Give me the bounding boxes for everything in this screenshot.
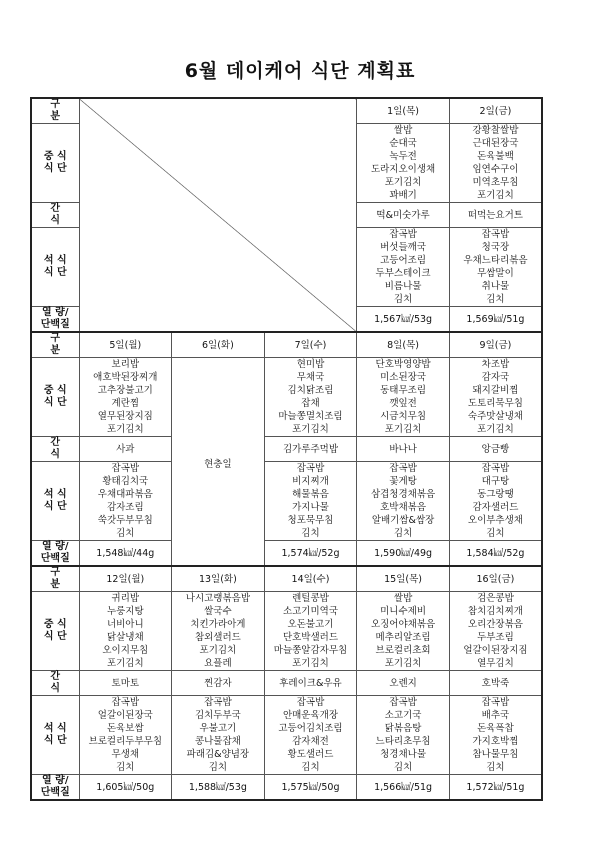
lunch-menu [264, 592, 357, 671]
menu-item: 포기김치 [292, 658, 329, 669]
menu-item: 청경채나물 [380, 749, 427, 760]
row-label-lunch [31, 124, 79, 203]
label-text: 식 [50, 215, 61, 226]
row-snack [31, 671, 542, 696]
label-text: 석 식 [43, 489, 67, 500]
row-label-kcal [31, 307, 79, 333]
menu-item: 가지나물 [292, 502, 329, 513]
menu-item: 깻잎전 [389, 398, 417, 409]
lunch-menu [449, 592, 542, 671]
menu-item: 잡곡밥 [481, 229, 510, 240]
menu-item: 고등어김치조림 [278, 723, 343, 734]
menu-item: 김치닭조림 [287, 385, 334, 396]
label-text: 단백질 [40, 787, 70, 798]
menu-item: 꽃게탕 [389, 476, 417, 487]
menu-item: 버섯들깨국 [380, 242, 427, 253]
menu-item: 알배기쌈&쌈장 [371, 515, 435, 526]
label-text: 식 단 [43, 631, 67, 642]
label-text: 분 [50, 579, 61, 590]
menu-item: 안매운육개장 [282, 710, 339, 721]
menu-item: 고등어조림 [380, 255, 427, 266]
date-header: 2일(금) [449, 98, 542, 124]
label-text: 간 [50, 437, 61, 448]
snack-cell: 떠먹는요거트 [449, 203, 542, 228]
label-text: 분 [50, 345, 61, 356]
menu-item: 렌틸콩밥 [292, 593, 329, 604]
menu-item: 참나물무침 [472, 749, 519, 760]
row-label-dinner [31, 462, 79, 541]
label-text: 식 [50, 449, 61, 460]
row-label-category [31, 566, 79, 592]
menu-item: 우불고기 [199, 723, 237, 734]
menu-item: 계란찜 [111, 398, 140, 409]
menu-item: 잡채 [301, 398, 320, 409]
label-text: 석 식 [43, 255, 67, 266]
row-label-dinner [31, 696, 79, 775]
menu-item: 포기김치 [292, 424, 329, 435]
menu-item: 미역초무침 [472, 177, 519, 188]
menu-item: 김치 [486, 528, 505, 539]
label-text: 중 식 [43, 151, 67, 162]
menu-item: 해물볶음 [292, 489, 329, 500]
dinner-menu [264, 696, 357, 775]
row-label-kcal [31, 541, 79, 567]
menu-item: 포기김치 [477, 190, 514, 201]
row-category [31, 566, 542, 592]
menu-item: 청국장 [481, 242, 510, 253]
menu-item: 김치 [393, 762, 413, 773]
row-label-snack [31, 671, 79, 696]
row-snack [31, 437, 542, 462]
menu-item: 치킨가라아게 [190, 619, 246, 630]
dinner-menu [79, 696, 172, 775]
menu-item: 포기김치 [384, 658, 422, 669]
snack-cell: 사과 [79, 437, 172, 462]
menu-item: 잡곡밥 [111, 697, 140, 708]
kcal-cell: 1,567㎉/53g [357, 307, 450, 333]
snack-cell: 후레이크&우유 [264, 671, 357, 696]
snack-cell: 찐감자 [172, 671, 265, 696]
menu-item: 돈육불백 [477, 151, 514, 162]
menu-item: 누룽지탕 [106, 606, 144, 617]
snack-cell: 오렌지 [357, 671, 450, 696]
date-header: 8일(목) [357, 332, 450, 358]
menu-item: 쌀밥 [393, 593, 413, 604]
row-label-category [31, 332, 79, 358]
menu-item: 느타리초무침 [375, 736, 431, 747]
row-kcal [31, 775, 542, 801]
menu-item: 오이지무침 [102, 645, 149, 656]
menu-item: 닭살냉채 [106, 632, 144, 643]
label-text: 구 [50, 567, 61, 578]
menu-item: 차조밥 [481, 359, 510, 370]
lunch-menu [449, 124, 542, 203]
label-text: 간 [50, 671, 61, 682]
menu-item: 잡곡밥 [296, 463, 325, 474]
menu-item: 검은콩밥 [477, 593, 514, 604]
menu-item: 가지호박찜 [472, 736, 519, 747]
menu-item: 미소된장국 [380, 372, 427, 383]
snack-cell: 토마토 [79, 671, 172, 696]
menu-item: 돈육폭찹 [477, 723, 514, 734]
menu-item: 김치 [301, 528, 320, 539]
menu-item: 잡곡밥 [389, 697, 417, 708]
snack-cell: 앙금빵 [449, 437, 542, 462]
menu-item: 호박채볶음 [380, 502, 427, 513]
dinner-menu [79, 462, 172, 541]
menu-item: 포기김치 [106, 424, 144, 435]
menu-item: 김치 [116, 528, 135, 539]
date-header: 1일(목) [357, 98, 450, 124]
menu-item: 임연수구이 [472, 164, 519, 175]
menu-item: 오이부추생채 [467, 515, 523, 526]
snack-cell: 바나나 [357, 437, 450, 462]
menu-item: 오징어야채볶음 [370, 619, 436, 630]
label-text: 분 [50, 111, 61, 122]
kcal-cell: 1,574㎉/52g [264, 541, 357, 567]
date-header: 6일(화) [172, 332, 265, 358]
menu-item: 김치 [301, 762, 320, 773]
menu-item: 닭볶음탕 [384, 723, 422, 734]
menu-item: 녹두전 [389, 151, 417, 162]
kcal-cell: 1,590㎉/49g [357, 541, 450, 567]
menu-item: 현미밥 [296, 359, 325, 370]
label-text: 식 단 [43, 501, 67, 512]
menu-item: 보리밥 [111, 359, 140, 370]
menu-item: 배추국 [481, 710, 510, 721]
date-header: 14일(수) [264, 566, 357, 592]
menu-item: 잡곡밥 [296, 697, 325, 708]
kcal-cell: 1,575㎉/50g [264, 775, 357, 801]
menu-item: 포기김치 [384, 177, 422, 188]
holiday-cell: 현충일 [172, 358, 265, 567]
menu-item: 우채느타리볶음 [463, 255, 528, 266]
date-header: 12일(월) [79, 566, 172, 592]
date-header: 16일(금) [449, 566, 542, 592]
menu-item: 오돈불고기 [287, 619, 334, 630]
menu-item: 잡곡밥 [389, 463, 417, 474]
dinner-menu [357, 696, 450, 775]
date-header: 5일(월) [79, 332, 172, 358]
row-dinner [31, 462, 542, 541]
label-text: 열 량/ [42, 775, 69, 786]
menu-item: 도라지오이생채 [370, 164, 436, 175]
menu-item: 비름나물 [384, 281, 422, 292]
menu-item: 김치 [393, 294, 413, 305]
menu-item: 소고기미역국 [282, 606, 339, 617]
snack-cell: 떡&미숫가루 [357, 203, 450, 228]
menu-item: 쑥갓두부무침 [97, 515, 153, 526]
menu-item: 고추장불고기 [97, 385, 153, 396]
dinner-menu [449, 696, 542, 775]
menu-item: 파래김&양념장 [186, 749, 250, 760]
menu-item: 숙주맛살냉채 [467, 411, 523, 422]
menu-item: 근대된장국 [472, 138, 519, 149]
kcal-cell: 1,548㎉/44g [79, 541, 172, 567]
menu-item: 무쌈말이 [477, 268, 514, 279]
menu-item: 마늘쫑알감자무침 [273, 645, 348, 656]
menu-item: 순대국 [389, 138, 417, 149]
menu-item: 브로컬리초회 [375, 645, 431, 656]
menu-item: 단호박영양밥 [375, 359, 431, 370]
menu-item: 포기김치 [477, 424, 514, 435]
menu-item: 단호박샐러드 [282, 632, 339, 643]
kcal-cell: 1,605㎉/50g [79, 775, 172, 801]
menu-item: 김치 [393, 528, 413, 539]
label-text: 식 단 [43, 163, 67, 174]
dinner-menu [449, 462, 542, 541]
menu-item: 도토리묵무침 [467, 398, 523, 409]
menu-item: 브로컬리두부무침 [88, 736, 162, 747]
lunch-menu [79, 592, 172, 671]
lunch-menu [357, 592, 450, 671]
menu-item: 참치김치찌개 [467, 606, 523, 617]
menu-item: 마늘쫑멸치조림 [278, 411, 343, 422]
menu-item: 미니수제비 [380, 606, 427, 617]
menu-item: 황태김치국 [102, 476, 149, 487]
dinner-menu [357, 462, 450, 541]
row-label-snack [31, 203, 79, 228]
menu-item: 쌀국수 [204, 606, 232, 617]
menu-item: 메추리알조림 [375, 632, 431, 643]
snack-cell: 호박죽 [449, 671, 542, 696]
menu-item: 동태무조림 [380, 385, 427, 396]
menu-item: 얼갈이된장국 [97, 710, 153, 721]
row-lunch [31, 358, 542, 437]
menu-item: 너비아니 [106, 619, 144, 630]
menu-item: 오리간장볶음 [467, 619, 523, 630]
date-header: 9일(금) [449, 332, 542, 358]
menu-item: 잡곡밥 [481, 697, 510, 708]
lunch-menu [79, 358, 172, 437]
row-label-lunch [31, 592, 79, 671]
menu-item: 삼겹청경채볶음 [370, 489, 436, 500]
label-text: 단백질 [40, 553, 70, 564]
menu-item: 포기김치 [199, 645, 237, 656]
label-text: 석 식 [43, 723, 67, 734]
dinner-menu [264, 462, 357, 541]
date-header: 7일(수) [264, 332, 357, 358]
row-dinner [31, 696, 542, 775]
menu-item: 열무된장지짐 [97, 411, 153, 422]
lunch-menu [172, 592, 265, 671]
menu-item: 포기김치 [106, 658, 144, 669]
kcal-cell: 1,588㎉/53g [172, 775, 265, 801]
label-text: 식 단 [43, 735, 67, 746]
kcal-cell: 1,569㎉/51g [449, 307, 542, 333]
meal-plan-table [30, 97, 543, 801]
menu-item: 귀리밥 [111, 593, 140, 604]
label-text: 식 [50, 683, 61, 694]
menu-item: 김치 [208, 762, 228, 773]
label-text: 식 단 [43, 267, 67, 278]
menu-item: 김치 [486, 294, 505, 305]
menu-item: 잡곡밥 [389, 229, 417, 240]
menu-item: 청포묵무침 [287, 515, 334, 526]
menu-item: 포기김치 [384, 424, 422, 435]
menu-item: 동그랑땡 [477, 489, 514, 500]
menu-item: 소고기국 [384, 710, 422, 721]
menu-item: 김치 [486, 762, 505, 773]
menu-item: 돈육보쌈 [106, 723, 144, 734]
label-text: 단백질 [40, 319, 70, 330]
row-label-dinner [31, 228, 79, 307]
menu-item: 시금치무침 [380, 411, 427, 422]
label-text: 구 [50, 99, 61, 110]
menu-item: 애호박된장찌개 [93, 372, 158, 383]
dinner-menu [449, 228, 542, 307]
menu-item: 열무김치 [477, 658, 514, 669]
kcal-cell: 1,566㎉/51g [357, 775, 450, 801]
label-text: 열 량/ [42, 307, 69, 318]
menu-item: 김치 [116, 762, 135, 773]
row-label-kcal [31, 775, 79, 801]
label-text: 간 [50, 203, 61, 214]
row-lunch [31, 592, 542, 671]
menu-item: 감자채전 [292, 736, 329, 747]
label-text: 중 식 [43, 385, 67, 396]
menu-item: 참외샐러드 [194, 632, 241, 643]
menu-item: 강황찰쌀밥 [472, 125, 519, 136]
menu-item: 나시고랭볶음밥 [185, 593, 251, 604]
row-label-category [31, 98, 79, 124]
label-text: 식 단 [43, 397, 67, 408]
row-kcal [31, 541, 542, 567]
menu-item: 두부스테이크 [375, 268, 431, 279]
row-category [31, 332, 542, 358]
menu-item: 쌀밥 [393, 125, 413, 136]
lunch-menu [449, 358, 542, 437]
empty-diagonal-cell [79, 98, 357, 332]
kcal-cell: 1,584㎉/52g [449, 541, 542, 567]
menu-item: 감자조림 [106, 502, 144, 513]
menu-item: 잡곡밥 [204, 697, 232, 708]
lunch-menu [357, 124, 450, 203]
lunch-menu [264, 358, 357, 437]
menu-item: 콩나물잡채 [194, 736, 241, 747]
menu-item: 무채국 [296, 372, 325, 383]
page-title: 6월 데이케어 식단 계획표 [184, 60, 416, 82]
menu-item: 대구탕 [481, 476, 510, 487]
menu-item: 요플레 [204, 658, 232, 669]
dinner-menu [357, 228, 450, 307]
label-text: 중 식 [43, 619, 67, 630]
lunch-menu [357, 358, 450, 437]
menu-item: 우채대파볶음 [97, 489, 153, 500]
menu-item: 돼지갈비찜 [472, 385, 519, 396]
menu-item: 꽈배기 [389, 190, 417, 201]
row-label-lunch [31, 358, 79, 437]
menu-item: 잡곡밥 [111, 463, 140, 474]
kcal-cell: 1,572㎉/51g [449, 775, 542, 801]
menu-item: 잡곡밥 [481, 463, 510, 474]
snack-cell: 김가루주먹밥 [264, 437, 357, 462]
menu-item: 취나물 [481, 281, 510, 292]
menu-item: 감자국 [481, 372, 510, 383]
label-text: 열 량/ [42, 541, 69, 552]
menu-item: 얼갈이된장지짐 [463, 645, 528, 656]
dinner-menu [172, 696, 265, 775]
date-header: 13일(화) [172, 566, 265, 592]
label-text: 구 [50, 333, 61, 344]
date-header: 15일(목) [357, 566, 450, 592]
menu-item: 비지찌개 [292, 476, 329, 487]
menu-item: 감자샐러드 [472, 502, 519, 513]
menu-item: 두부조림 [477, 632, 514, 643]
menu-item: 김치두부국 [194, 710, 241, 721]
row-label-snack [31, 437, 79, 462]
row-category [31, 98, 542, 124]
menu-item: 황도샐러드 [287, 749, 334, 760]
menu-item: 무생채 [111, 749, 140, 760]
